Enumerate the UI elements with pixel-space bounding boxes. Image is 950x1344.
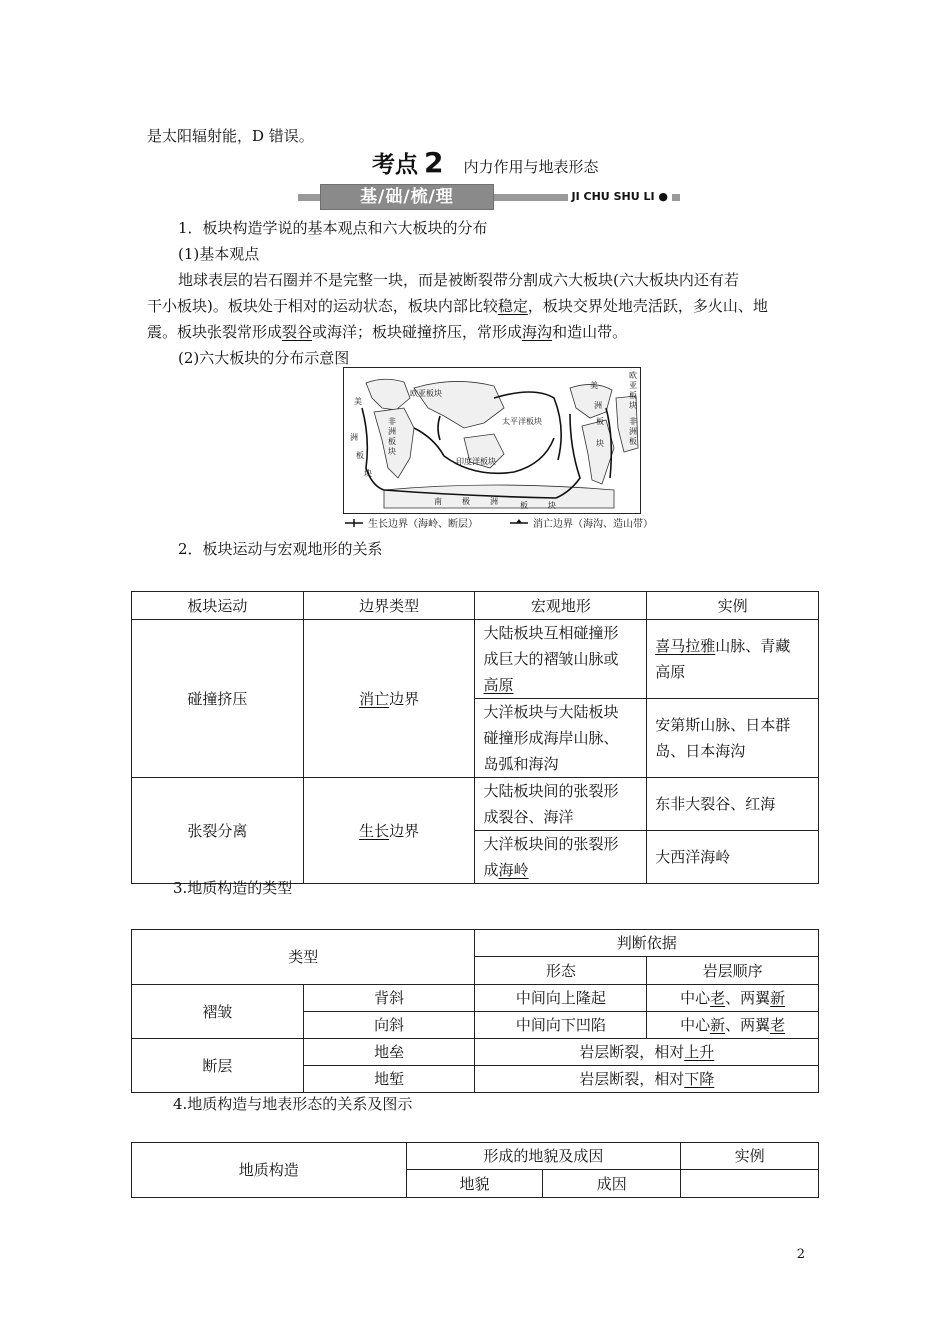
underlined-term: 新	[710, 1016, 726, 1034]
cell-text: 岩层断裂，相对	[579, 1043, 685, 1061]
section1-para-l2	[147, 293, 768, 319]
page-number: 2	[796, 1247, 805, 1262]
header-cell: 形态	[475, 957, 647, 985]
boundary-cell	[303, 778, 475, 884]
para-text: 干小板块)。板块处于相对的运动状态，板块内部比较	[147, 297, 498, 315]
para-text: 震。板块张裂常形成	[147, 323, 283, 341]
map-label-eurasia: 欧亚板块	[410, 389, 442, 398]
underlined-term: 裂谷	[282, 323, 313, 341]
terrain-cell	[475, 778, 647, 831]
heading-number: 2	[424, 146, 444, 179]
underlined-term: 上升	[684, 1043, 715, 1061]
cell-line: 碰撞形成海岸山脉、	[483, 729, 619, 747]
legend-sub	[508, 515, 653, 530]
example-cell: 东非大裂谷、红海	[647, 778, 819, 831]
map-label-africa-0: 非	[388, 417, 396, 426]
terrain-cell	[475, 831, 647, 884]
heading-kaodian: 考点	[372, 152, 418, 178]
boundary-line	[438, 416, 440, 440]
map-label-africa-right-2: 板	[629, 437, 637, 446]
type-cell: 地堑	[303, 1066, 475, 1093]
cell-line: 大陆板块互相碰撞形	[483, 624, 619, 642]
terrain-cell	[475, 699, 647, 778]
cell-text: 、两翼	[725, 1016, 771, 1034]
type-cell: 地垒	[303, 1039, 475, 1066]
cell-text: 成	[483, 861, 499, 879]
underlined-term: 下降	[684, 1070, 715, 1088]
cell-line: 成巨大的褶皱山脉或	[483, 650, 619, 668]
example-cell	[647, 620, 819, 699]
legend-sub-label: 消亡边界（海沟、造山带）	[533, 519, 653, 530]
map-label-block-left: 块	[364, 469, 372, 478]
map-label-america-l1: 美	[354, 397, 362, 406]
section-banner	[298, 184, 680, 210]
cell-line: 高原	[655, 663, 686, 681]
header-cell: 类型	[132, 930, 475, 985]
map-label-antarctic-3: 板	[520, 501, 528, 510]
cell-text: 中心	[680, 1016, 711, 1034]
boundary-line	[494, 392, 561, 460]
header-cell: 板块运动	[132, 592, 304, 620]
example-cell: 大西洋海岭	[647, 831, 819, 884]
order-cell	[647, 1012, 819, 1039]
map-label-america-right-0: 美	[590, 381, 598, 390]
motion-cell: 张裂分离	[132, 778, 304, 884]
section1-title: 1．板块构造学说的基本观点和六大板块的分布	[178, 219, 488, 237]
header-cell: 成因	[543, 1170, 681, 1198]
header-cell: 地貌	[406, 1170, 543, 1198]
cell-text: 、两翼	[725, 989, 771, 1007]
map-label-africa-3: 块	[388, 447, 396, 456]
category-cell: 褶皱	[132, 985, 304, 1039]
desc-cell	[475, 1066, 819, 1093]
banner-pinyin: JI CHU SHU LI ●	[568, 188, 672, 206]
banner-label: 基/础/梳/理	[320, 184, 494, 210]
header-cell: 实例	[681, 1143, 819, 1170]
map-label-pacific: 太平洋板块	[502, 417, 542, 426]
map-label-africa-2: 板	[388, 437, 396, 446]
landmass-south-america	[582, 420, 614, 484]
map-label-america-right-3: 块	[596, 439, 604, 448]
underlined-term: 老	[710, 989, 726, 1007]
map-label-africa-right-0: 非	[629, 417, 637, 426]
map-label-eurasia-right-3: 块	[629, 401, 637, 410]
legend-grow	[343, 515, 478, 530]
map-label-antarctic-0: 南	[434, 497, 442, 506]
plate-map-svg	[344, 368, 640, 513]
subduction-boundary-icon	[508, 518, 530, 528]
boundary-cell	[303, 620, 475, 778]
cell-line: 大洋板块与大陆板块	[483, 703, 619, 721]
intro-line: 是太阳辐射能，D 错误。	[147, 127, 314, 145]
section-heading	[372, 146, 599, 179]
cell-text: 岩层断裂，相对	[579, 1070, 685, 1088]
section1-para-l1: 地球表层的岩石圈并不是完整一块，而是被断裂带分割成六大板块(六大板块内还有若	[178, 271, 739, 289]
section1-sub2: (2)六大板块的分布示意图	[178, 349, 350, 367]
underlined-term: 喜马拉雅	[655, 637, 716, 655]
section2-title: 2．板块运动与宏观地形的关系	[178, 540, 383, 558]
cell-text: 边界	[389, 689, 420, 708]
cell-text: 边界	[389, 821, 420, 840]
map-label-america-right-2: 板	[596, 417, 604, 426]
underlined-term: 海岭	[498, 861, 529, 879]
heading-title: 内力作用与地表形态	[463, 158, 599, 176]
header-cell: 地质构造	[132, 1143, 407, 1198]
map-label-africa-1: 洲	[388, 427, 396, 436]
section3-title: 3.地质构造的类型	[173, 879, 293, 897]
para-text: ，板块交界处地壳活跃，多火山、地	[527, 297, 768, 315]
header-cell: 宏观地形	[475, 592, 647, 620]
cell-text: 中心	[680, 989, 711, 1007]
order-cell	[647, 985, 819, 1012]
cell-line: 安第斯山脉、日本群	[655, 716, 791, 734]
section1-sub1: (1)基本观点	[178, 245, 260, 263]
motion-cell: 碰撞挤压	[132, 620, 304, 778]
para-text: 或海洋；板块碰撞挤压，常形成	[312, 323, 523, 341]
empty-cell	[681, 1170, 819, 1198]
cell-line: 成裂谷、海洋	[483, 808, 574, 826]
type-cell: 向斜	[303, 1012, 475, 1039]
form-cell: 中间向上隆起	[475, 985, 647, 1012]
map-label-indian: 印度洋板块	[456, 457, 496, 466]
map-label-eurasia-right-1: 亚	[629, 381, 637, 390]
cell-line: 大洋板块间的张裂形	[483, 835, 619, 853]
map-legend	[343, 515, 653, 530]
map-label-eurasia-right-2: 板	[629, 391, 637, 400]
underlined-term: 老	[770, 1016, 786, 1034]
header-cell: 形成的地貌及成因	[406, 1143, 681, 1170]
underlined-term: 生长	[359, 821, 390, 840]
map-label-antarctic-2: 洲	[490, 497, 498, 506]
underlined-term: 稳定	[497, 297, 528, 315]
header-cell: 边界类型	[303, 592, 475, 620]
underlined-term: 海沟	[522, 323, 553, 341]
cell-text: 山脉、青藏	[715, 637, 791, 655]
header-cell: 实例	[647, 592, 819, 620]
desc-cell	[475, 1039, 819, 1066]
structure-type-table	[131, 929, 819, 1093]
example-cell	[647, 699, 819, 778]
category-cell: 断层	[132, 1039, 304, 1093]
section1-para-l3	[147, 319, 627, 345]
section4-title: 4.地质构造与地表形态的关系及图示	[173, 1095, 413, 1113]
form-cell: 中间向下凹陷	[475, 1012, 647, 1039]
map-label-america-left-0: 洲	[350, 433, 358, 442]
landmass-north-america-left	[366, 379, 410, 410]
cell-line: 岛、日本海沟	[655, 742, 746, 760]
structure-landform-table	[131, 1142, 819, 1198]
map-label-eurasia-right-0: 欧	[629, 371, 637, 380]
para-text: 和造山带。	[552, 323, 628, 341]
map-label-america-left-1: 板	[356, 451, 364, 460]
map-label-africa-right-1: 洲	[629, 427, 637, 436]
map-label-antarctic-1: 极	[462, 497, 470, 506]
header-cell: 岩层顺序	[647, 957, 819, 985]
plate-map	[343, 367, 641, 514]
map-label-antarctic-4: 块	[548, 501, 556, 510]
underlined-term: 高原	[483, 676, 514, 694]
underlined-term: 新	[770, 989, 786, 1007]
type-cell: 背斜	[303, 985, 475, 1012]
underlined-term: 消亡	[359, 689, 390, 708]
cell-line: 大陆板块间的张裂形	[483, 782, 619, 800]
legend-grow-label: 生长边界（海岭、断层）	[368, 519, 478, 530]
grow-boundary-icon	[343, 518, 365, 528]
plate-motion-table	[131, 591, 819, 884]
cell-line: 岛弧和海沟	[483, 755, 559, 773]
terrain-cell	[475, 620, 647, 699]
header-cell: 判断依据	[475, 930, 819, 957]
map-label-america-right-1: 洲	[594, 401, 602, 410]
